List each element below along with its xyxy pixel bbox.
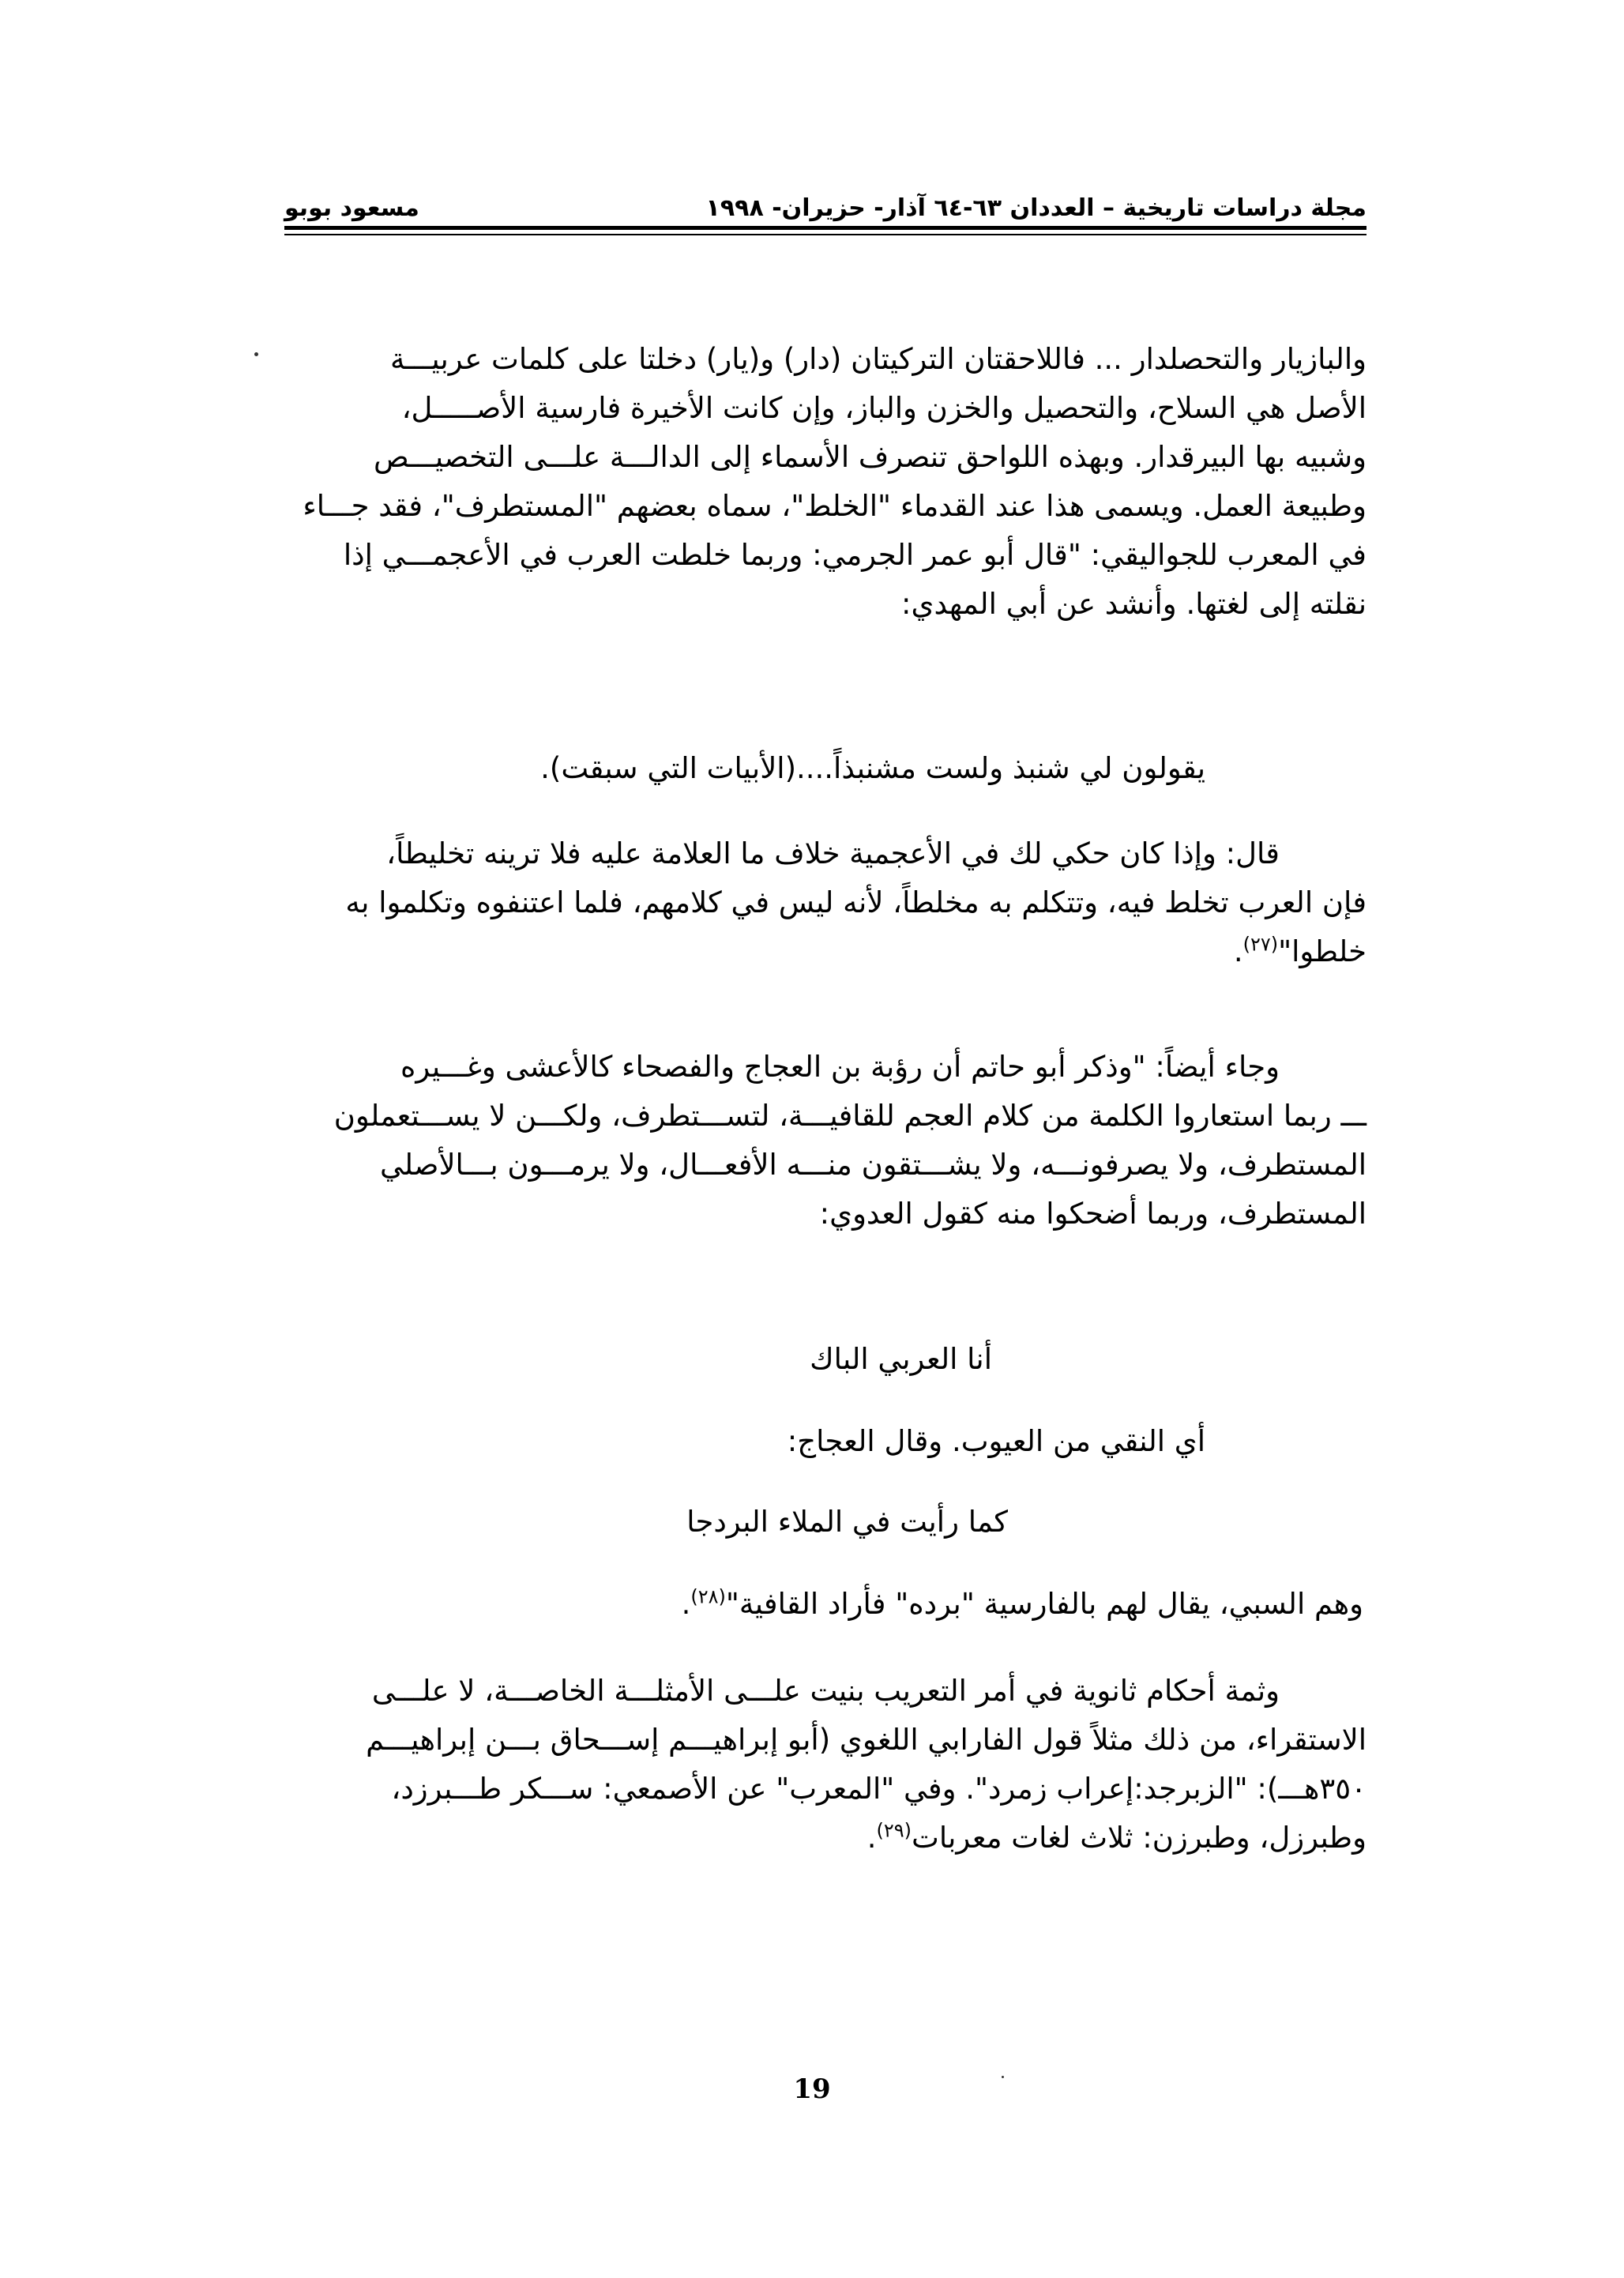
- page-number: 19: [793, 2073, 831, 2105]
- scan-speck: [254, 352, 258, 356]
- paragraph-5: [682, 1580, 1363, 1629]
- paragraph-6: [276, 1667, 1366, 1863]
- paragraph-line: المستطرف، ولا يصرفونـــه، ولا يشـــتقون منـــه الأفعـــال، ولا يرمـــون بـــالأصلي: [379, 1148, 1366, 1182]
- paragraph-line: والبازيار والتحصلدار ... فاللاحقتان التركيتان (دار) و(يار) دخلتا على كلمات عربيـــة: [389, 342, 1366, 376]
- header-rule-thick: [284, 226, 1366, 230]
- paragraph-line: في المعرب للجواليقي: "قال أبو عمر الجرمي: وربما خلطت العرب في الأعجمـــي إذا: [343, 538, 1366, 572]
- paragraph-line: وهم السبي، يقال لهم بالفارسية "برده" فأراد القافية"$^{(٢٨)}$.: [681, 1585, 1363, 1621]
- paragraph-text: وطبرزل، وطبرزن: ثلاث لغات معربات: [912, 1821, 1366, 1855]
- paragraph-2: [276, 829, 1366, 976]
- verse-quote-2: [810, 1335, 992, 1384]
- verse-line: كما رأيت في الملاء البردجا: [686, 1505, 1008, 1539]
- paragraph-text: وهم السبي، يقال لهم بالفارسية "برده" فأراد القافية": [725, 1587, 1363, 1621]
- journal-title: مجلة دراسات تاريخية – العددان ٦٣-٦٤ آذار- حزيران- ١٩٩٨: [705, 194, 1366, 222]
- paragraph-line: فإن العرب تخلط فيه، وتتكلم به مخلطاً، لأنه ليس في كلامهم، فلما اعتنفوه وتكلموا به: [345, 885, 1366, 919]
- paragraph-3: [276, 1043, 1366, 1239]
- footnote-ref-27: (٢٧): [1242, 933, 1279, 956]
- verse-quote-1: [540, 744, 1205, 793]
- paragraph-line: وجاء أيضاً: "وذكر أبو حاتم أن رؤبة بن العجاج والفصحاء كالأعشى وغـــيره: [400, 1050, 1280, 1084]
- paragraph-line: ـــ ربما استعاروا الكلمة من كلام العجم للقافيـــة، لتســـتطرف، ولكـــن لا يســـتعملون: [333, 1099, 1366, 1133]
- footnote-ref-28: (٢٨): [690, 1585, 726, 1608]
- paragraph-line: وطبيعة العمل. ويسمى هذا عند القدماء "الخلط"، سماه بعضهم "المستطرف"، فقد جـــاء: [303, 489, 1366, 523]
- paragraph-line-last: خلطوا"$^{(٢٧)}$.: [1233, 933, 1366, 968]
- verse-quote-3: [686, 1498, 1008, 1547]
- paragraph-line: وثمة أحكام ثانوية في أمر التعريب بنيت علـــى الأمثلـــة الخاصـــة، لا علـــى: [371, 1674, 1280, 1708]
- paragraph-line: نقلته إلى لغتها. وأنشد عن أبي المهدي:: [901, 587, 1366, 621]
- paragraph-line: الاستقراء، من ذلك مثلاً قول الفارابي اللغوي (أبو إبراهيـــم إســـحاق بـــن إبراهيـــم: [366, 1723, 1366, 1757]
- author-name: مسعود بوبو: [284, 194, 419, 222]
- paragraph-line-last: وطبرزل، وطبرزن: ثلاث لغات معربات$^{(٢٩)}$.: [867, 1819, 1366, 1855]
- footnote-ref-29: (٢٩): [876, 1819, 912, 1842]
- header-rule-thin: [284, 234, 1366, 235]
- verse-line: أنا العربي الباك: [810, 1342, 992, 1376]
- paragraph-line: الأصل هي السلاح، والتحصيل والخزن والباز، وإن كانت الأخيرة فارسية الأصـــــل،: [401, 391, 1366, 425]
- paragraph-text: خلطوا": [1278, 934, 1366, 968]
- verse-line: يقولون لي شنبذ ولست مشنبذاً....(الأبيات التي سبقت).: [540, 751, 1205, 785]
- paragraph-line: المستطرف، وربما أضحكوا منه كقول العدوي:: [819, 1197, 1366, 1231]
- paragraph-line: ٣٥٠هـــ): "الزبرجد:إعراب زمرد". وفي "المعرب" عن الأصمعي: ســـكر طـــبرزد،: [391, 1772, 1366, 1806]
- paragraph-line: قال: وإذا كان حكي لك في الأعجمية خلاف ما العلامة عليه فلا ترينه تخليطاً،: [386, 836, 1280, 870]
- paragraph-line: وشبيه بها البيرقدار. وبهذه اللواحق تنصرف الأسماء إلى الدالـــة علـــى التخصيـــص: [374, 440, 1366, 474]
- paragraph-line: أي النقي من العيوب. وقال العجاج:: [787, 1424, 1205, 1458]
- paragraph-1: [276, 335, 1366, 629]
- paragraph-4: [788, 1417, 1205, 1466]
